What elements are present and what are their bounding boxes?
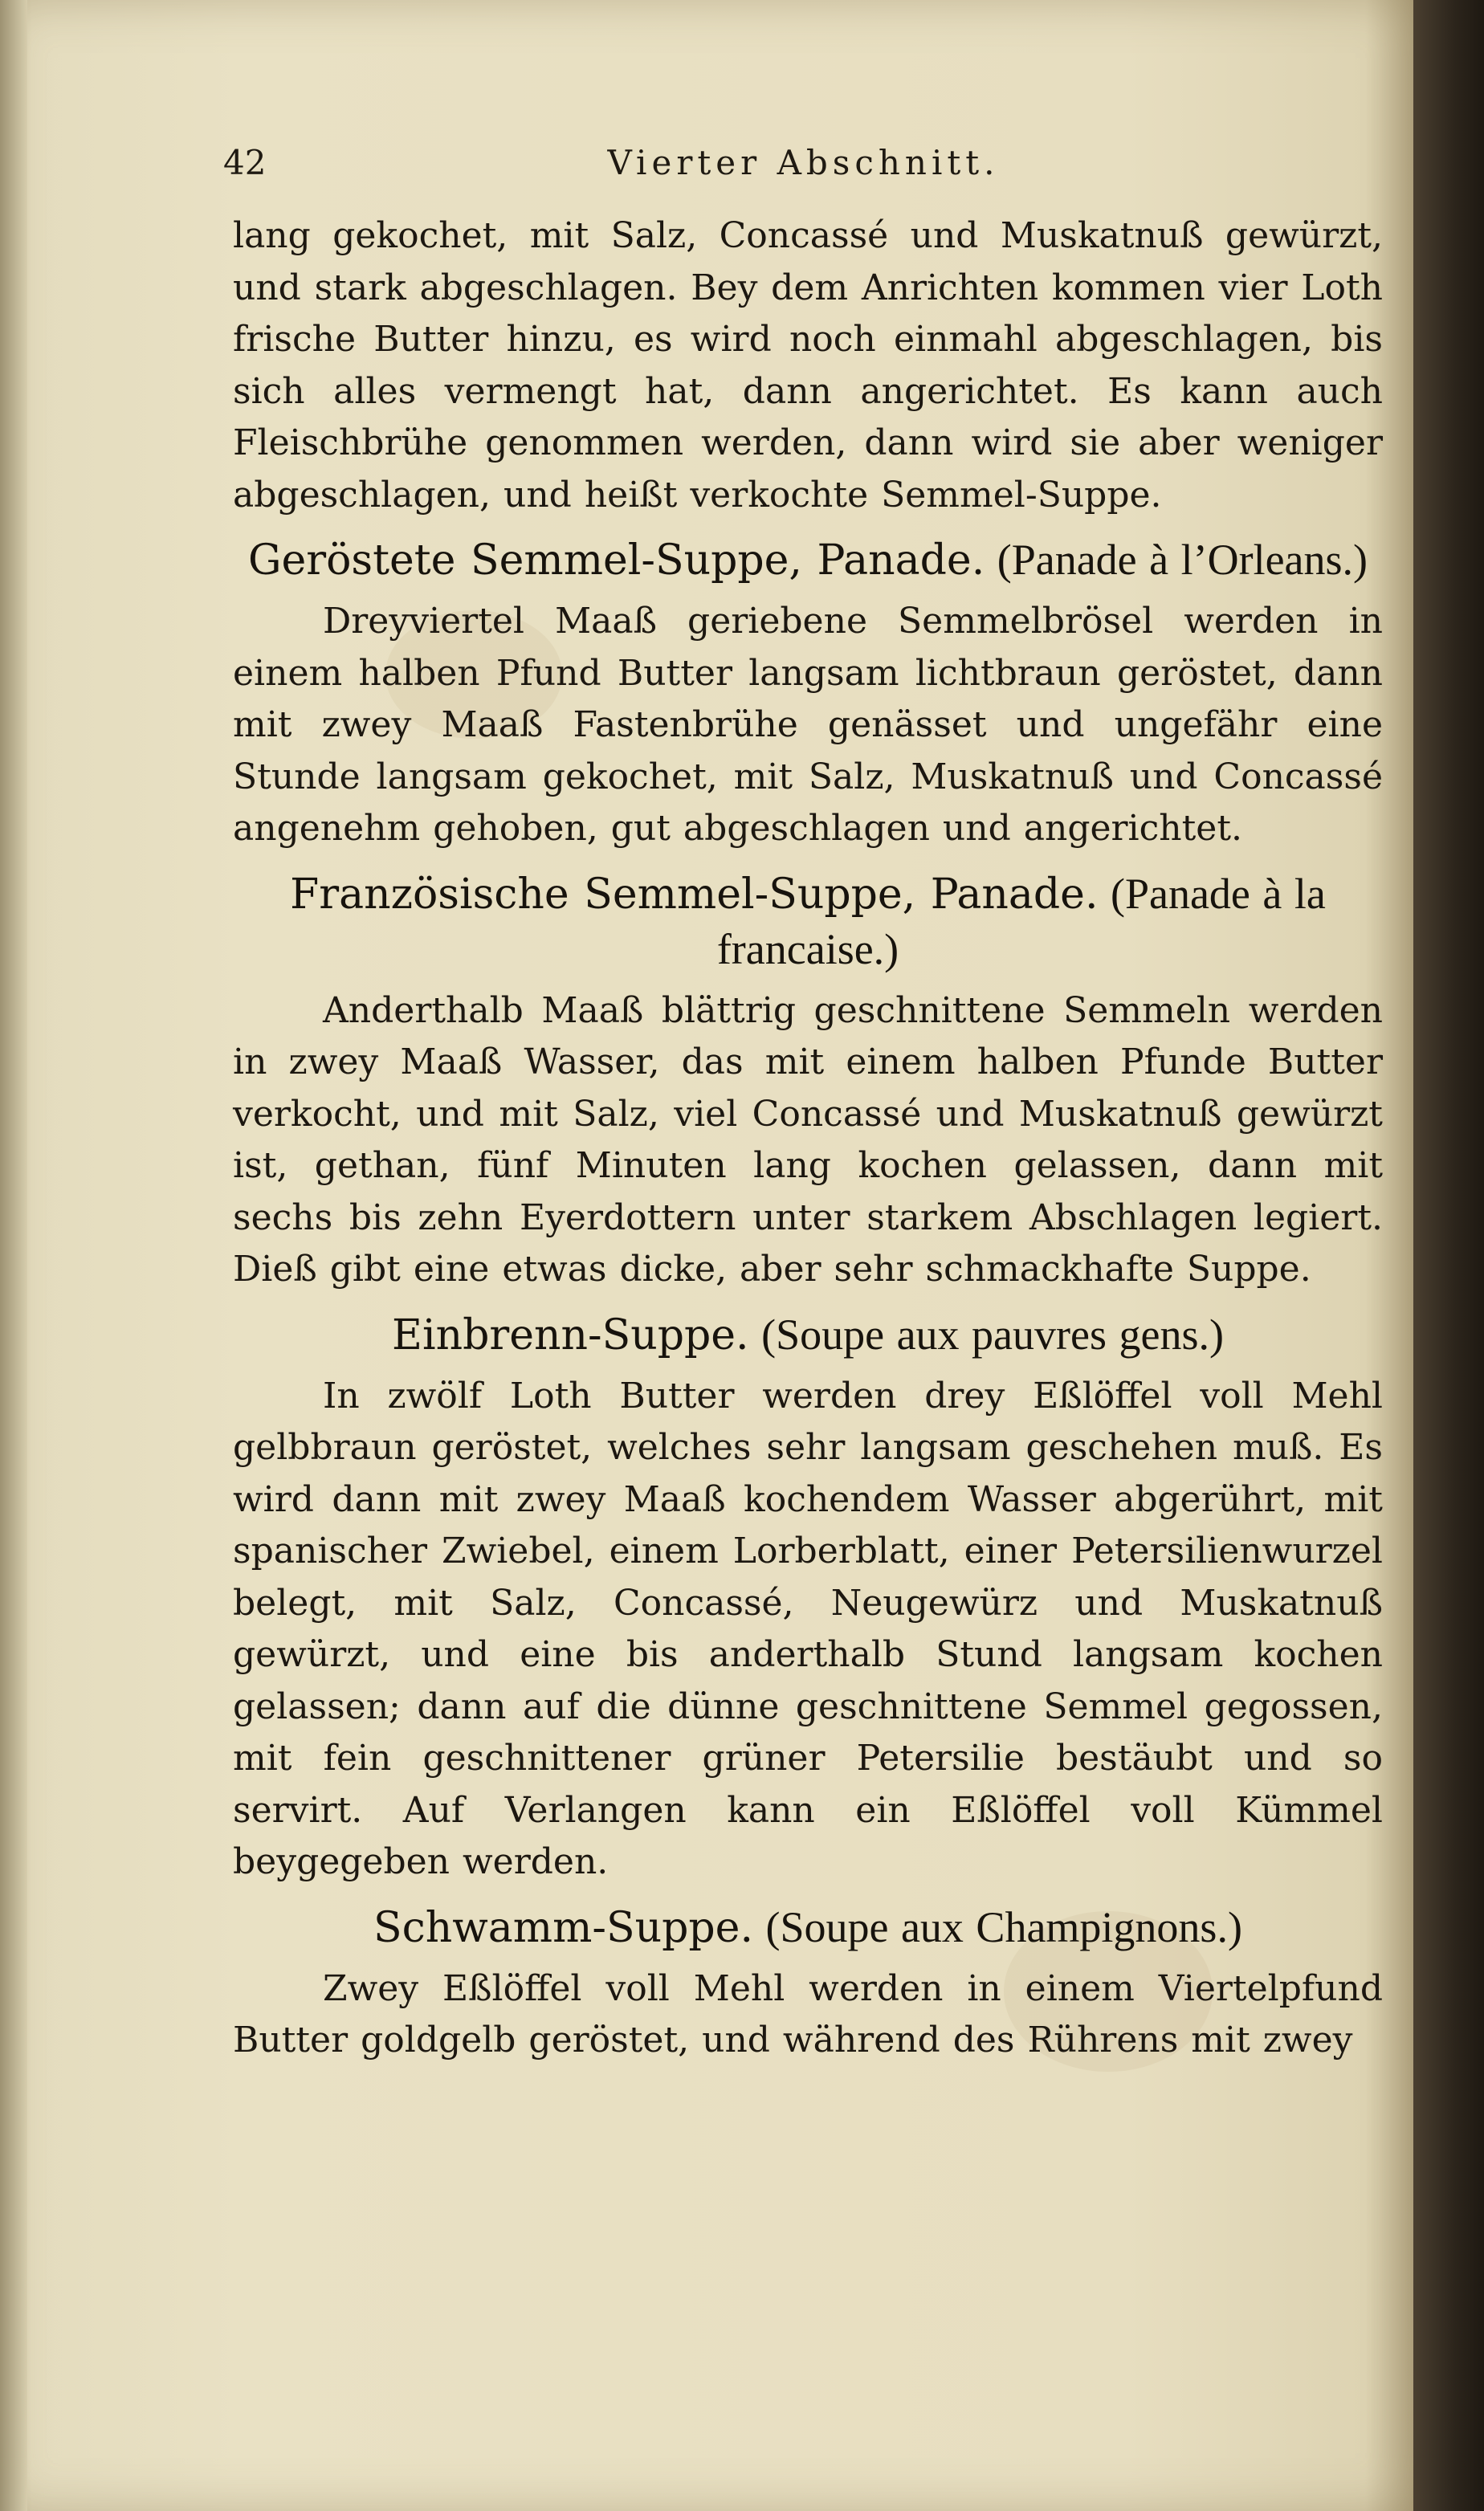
recipe-paragraph: In zwölf Loth Butter werden drey Eßlöffel voll Mehl gelbbraun geröstet, welches sehr langsam geschehen muß. Es wird dann mit zwey Maaß kochendem Wasser abgerührt, mit spanischer Zwiebel, einem Lorberblatt, einer Petersilienwurzel belegt, mit Salz, Concassé, Neugewürz und Muskatnuß gewürzt, und eine bis anderthalb Stund langsam kochen gelassen; dann auf die dünne geschnittene Semmel gegossen, mit fein geschnittener grüner Petersilie bestäubt und so servirt. Auf Verlangen kann ein Eßlöffel voll Kümmel beygegeben werden. xyxy=(233,1375,1383,1882)
recipe-french-title: (Soupe aux pauvres gens.) xyxy=(748,1310,1224,1359)
recipe-french-title: (Soupe aux Champignons.) xyxy=(752,1902,1242,1951)
recipe-french-title: (Panade à la francaise.) xyxy=(716,869,1326,973)
book-edge xyxy=(1413,0,1484,2511)
recipe-paragraph: Dreyviertel Maaß geriebene Semmelbrösel werden in einem halben Pfund Butter langsam lichtbraun geröstet, dann mit zwey Maaß Fastenbrühe genässet und ungefähr eine Stunde langsam gekochet, mit Salz, Muskatnuß und Concassé angenehm gehoben, gut abgeschlagen und angerichtet. xyxy=(233,601,1383,849)
page-body xyxy=(233,210,1383,2067)
page-header xyxy=(223,143,1384,191)
recipe-paragraph: Zwey Eßlöffel voll Mehl werden in einem Viertelpfund Butter goldgelb geröstet, und während des Rührens mit zwey xyxy=(233,1967,1383,2061)
recipe-paragraph: lang gekochet, mit Salz, Concassé und Muskatnuß gewürzt, und stark abgeschlagen. Bey dem Anrichten kommen vier Loth frische Butter hinzu, es wird noch einmahl abgeschlagen, bis sich alles vermengt hat, dann angerichtet. Es kann auch Fleischbrühe genommen werden, dann wird sie aber weniger abgeschlagen, und heißt verkochte Semmel-Suppe. xyxy=(233,215,1383,516)
page-gutter xyxy=(0,0,27,2511)
recipe-heading xyxy=(233,866,1383,977)
recipe-heading xyxy=(233,1307,1383,1363)
recipe-heading xyxy=(233,1900,1383,1955)
page-number: 42 xyxy=(223,143,267,182)
recipe-heading xyxy=(233,532,1383,588)
recipe-title: Geröstete Semmel-Suppe, Panade. xyxy=(247,536,985,585)
running-head: Vierter Abschnitt. xyxy=(607,143,1000,182)
recipe-title: Einbrenn-Suppe. xyxy=(392,1311,749,1359)
recipe-paragraph: Anderthalb Maaß blättrig geschnittene Semmeln werden in zwey Maaß Wasser, das mit einem halben Pfunde Butter verkocht, und mit Salz, viel Concassé und Muskatnuß gewürzt ist, gethan, fünf Minuten lang kochen gelassen, dann mit sechs bis zehn Eyerdottern unter starkem Abschlagen legiert. Dieß gibt eine etwas dicke, aber sehr schmackhafte Suppe. xyxy=(233,989,1383,1290)
recipe-title: Schwamm-Suppe. xyxy=(373,1903,753,1952)
recipe-title: Französische Semmel-Suppe, Panade. xyxy=(290,870,1099,919)
recipe-french-title: (Panade à l’Orleans.) xyxy=(985,536,1368,584)
